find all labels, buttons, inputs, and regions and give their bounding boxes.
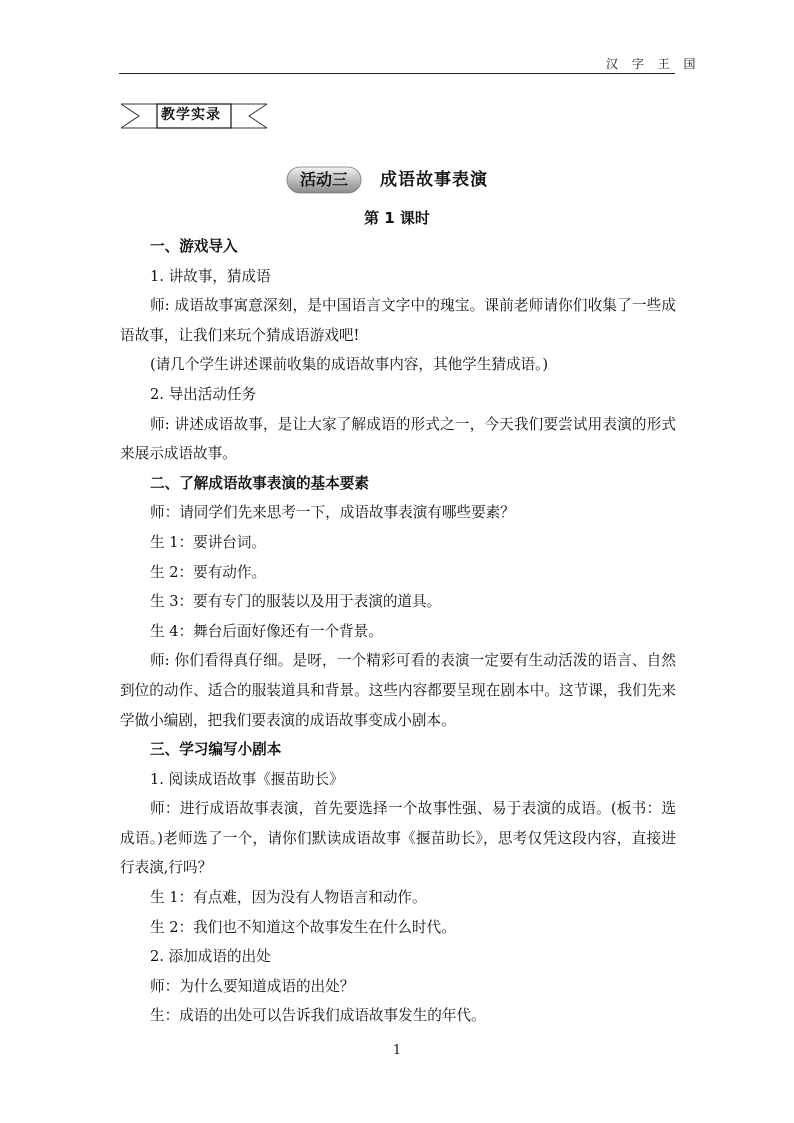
paragraph: 师: 成语故事寓意深刻，是中国语言文字中的瑰宝。课前老师请你们收集了一些成语故事，让我们来玩个猜成语游戏吧! [120, 297, 676, 344]
paragraph: 2. 添加成语的出处 [150, 948, 271, 966]
paragraph: 师：进行成语故事表演，首先要选择一个故事性强、易于表演的成语。(板书：选成语。)老师选了一个，请你们默读成语故事《揠苗助长》，思考仅凭这段内容，直接进行表演,行吗？ [120, 800, 676, 877]
paragraph: (请几个学生讲述课前收集的成语故事内容，其他学生猜成语。) [150, 356, 549, 374]
lesson-transcript [120, 232, 676, 1031]
lesson-subtitle: 第 1 课时 [364, 209, 430, 227]
paragraph: 师: 你们看得真仔细。是呀，一个精彩可看的表演一定要有生动活泼的语言、自然到位的动作、适合的服装道具和背景。这些内容都要呈现在剧本中。这节课，我们先来学做小编剧，把我们要表演的成语故事变成小剧本。 [120, 652, 676, 729]
paragraph: 生 1：要讲台词。 [150, 533, 267, 551]
paragraph: 生 1：有点难，因为没有人物语言和动作。 [150, 889, 427, 907]
activity-title: 成语故事表演 [380, 170, 488, 190]
paragraph: 生：成语的出处可以告诉我们成语故事发生的年代。 [150, 1007, 486, 1025]
paragraph: 生 2：我们也不知道这个故事发生在什么时代。 [150, 918, 456, 936]
paragraph: 1. 讲故事，猜成语 [150, 267, 271, 285]
paragraph: 2. 导出活动任务 [150, 385, 257, 403]
paragraph: 生 3：要有专门的服装以及用于表演的道具。 [150, 593, 442, 611]
section-heading: 三、学习编写小剧本 [150, 741, 282, 759]
section-banner-label: 教学实录 [161, 107, 221, 123]
paragraph: 师: 讲述成语故事，是让大家了解成语的形式之一，今天我们要尝试用表演的形式来展示成语故事。 [120, 415, 676, 463]
section-heading: 二、了解成语故事表演的基本要素 [150, 474, 369, 492]
activity-label: 活动三 [299, 170, 348, 189]
running-header: 汉 字 王 国 [606, 57, 701, 71]
section-heading: 一、游戏导入 [150, 238, 238, 255]
paragraph: 师：为什么要知道成语的出处？ [150, 977, 355, 995]
paragraph: 生 2：要有动作。 [150, 563, 267, 581]
page-number: 1 [392, 1043, 402, 1058]
header-rule [119, 73, 675, 74]
paragraph: 生 4：舞台后面好像还有一个背景。 [150, 622, 383, 640]
paragraph: 师：请同学们先来思考一下，成语故事表演有哪些要素？ [150, 504, 515, 522]
paragraph: 1. 阅读成语故事《揠苗助长》 [150, 770, 344, 788]
